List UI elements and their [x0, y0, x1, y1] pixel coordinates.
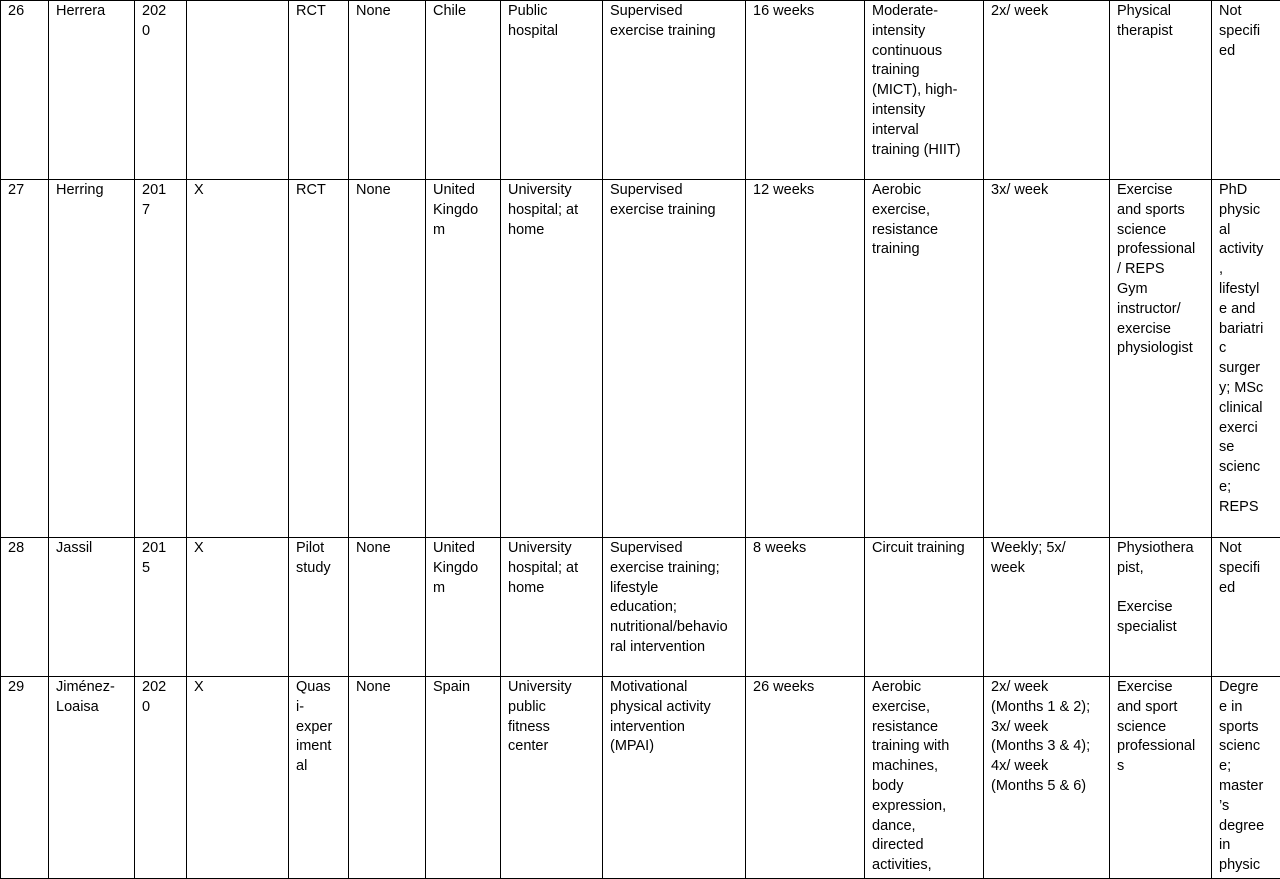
qualification-cell [1212, 1, 1280, 180]
cell-text-line: Jassil [56, 539, 127, 559]
cell-text-line: and sport [1117, 698, 1204, 718]
cell-text-line: X [194, 539, 281, 559]
cell-text-line: 12 weeks [753, 181, 857, 201]
cell-text-line: i- [296, 698, 341, 718]
cell-text-line: United [433, 539, 493, 559]
frequency-cell [984, 1, 1110, 180]
cell-text-line: c [1219, 339, 1273, 359]
cell-text-line: sports [1219, 718, 1273, 738]
table-row [1, 677, 1280, 879]
frequency-cell [984, 180, 1110, 538]
cell-text-line: Degre [1219, 678, 1273, 698]
author-cell [49, 180, 135, 538]
cell-text-line: continuous [872, 42, 976, 62]
cell-text-line: Not [1219, 539, 1273, 559]
cell-text-line: m [433, 579, 493, 599]
cell-text-line: education; [610, 598, 738, 618]
cell-text-line: body [872, 777, 976, 797]
cell-text-line: e; [1219, 757, 1273, 777]
cell-text-line: 202 [142, 2, 179, 22]
cell-text-line: Physiothera [1117, 539, 1204, 559]
cell-text-line: , [1219, 260, 1273, 280]
cell-text-line: exercise [1117, 320, 1204, 340]
cell-text-line: center [508, 737, 595, 757]
cell-text-line: iment [296, 737, 341, 757]
marker-cell [187, 538, 289, 677]
cell-text-line: master [1219, 777, 1273, 797]
cell-text-line: s [1117, 757, 1204, 777]
cell-text-line: Supervised [610, 539, 738, 559]
cell-text-line: 2x/ week [991, 678, 1102, 698]
cell-text-line: Circuit training [872, 539, 976, 559]
exercise-type-cell [865, 180, 984, 538]
cell-text-line: Spain [433, 678, 493, 698]
cell-text-line: nutritional/behavio [610, 618, 738, 638]
cell-text-line: hospital; at [508, 201, 595, 221]
cell-text-line: exercise training [610, 22, 738, 42]
cell-text-line: home [508, 579, 595, 599]
intervention-cell [603, 180, 746, 538]
cell-text-line: specialist [1117, 618, 1204, 638]
cell-text-line: exerci [1219, 419, 1273, 439]
cell-text-line: Quas [296, 678, 341, 698]
cell-text-line: / REPS [1117, 260, 1204, 280]
study-number-cell [1, 180, 49, 538]
cell-text-line: physic [1219, 856, 1273, 876]
provider-cell [1110, 677, 1212, 879]
exercise-type-cell [865, 1, 984, 180]
cell-text-line: Supervised [610, 2, 738, 22]
cell-text-line: Moderate- [872, 2, 976, 22]
provider-cell [1110, 1, 1212, 180]
cell-text-line: in [1219, 836, 1273, 856]
provider-cell [1110, 180, 1212, 538]
cell-text-line: 16 weeks [753, 2, 857, 22]
cell-text-line: University [508, 678, 595, 698]
frequency-cell [984, 677, 1110, 879]
cell-text-line: resistance [872, 221, 976, 241]
cell-text-line: hospital [508, 22, 595, 42]
cell-text-line: None [356, 2, 418, 22]
intervention-cell [603, 538, 746, 677]
year-cell [135, 677, 187, 879]
cell-text-line: 28 [8, 539, 41, 559]
cell-text-line: and sports [1117, 201, 1204, 221]
cell-text-line: United [433, 181, 493, 201]
duration-cell [746, 1, 865, 180]
cell-text-line: (Months 1 & 2); [991, 698, 1102, 718]
cell-text-line: 26 [8, 2, 41, 22]
cell-text-line: exercise, [872, 201, 976, 221]
marker-cell [187, 1, 289, 180]
cell-text-line: training [872, 240, 976, 260]
cell-text-line: (Months 5 & 6) [991, 777, 1102, 797]
table-row [1, 180, 1280, 538]
cell-text-line: training with [872, 737, 976, 757]
cell-text-line: activity [1219, 240, 1273, 260]
cell-text-line: lifestyl [1219, 280, 1273, 300]
cell-text-line: exercise, [872, 698, 976, 718]
cell-text-line: y; MSc [1219, 379, 1273, 399]
qualification-cell [1212, 677, 1280, 879]
cell-text-line: 8 weeks [753, 539, 857, 559]
cell-text-line: 7 [142, 201, 179, 221]
cell-text-line: e and [1219, 300, 1273, 320]
duration-cell [746, 180, 865, 538]
cell-text-line: Public [508, 2, 595, 22]
marker-cell [187, 677, 289, 879]
exercise-type-cell [865, 538, 984, 677]
cell-text-line: 0 [142, 22, 179, 42]
year-cell [135, 1, 187, 180]
qualification-cell [1212, 180, 1280, 538]
cell-text-line: intervention [610, 718, 738, 738]
cell-text-line: None [356, 678, 418, 698]
cell-text-line: 29 [8, 678, 41, 698]
cell-text-line: REPS [1219, 498, 1273, 518]
cell-text-line: 201 [142, 539, 179, 559]
cell-text-line: Aerobic [872, 678, 976, 698]
cell-text-line: Gym [1117, 280, 1204, 300]
setting-cell [501, 180, 603, 538]
cell-text-line: 26 weeks [753, 678, 857, 698]
cell-text-line: Pilot [296, 539, 341, 559]
year-cell [135, 538, 187, 677]
cell-text-line: instructor/ [1117, 300, 1204, 320]
cell-text-line: Weekly; 5x/ [991, 539, 1102, 559]
table-row [1, 538, 1280, 677]
cell-text-line: professional [1117, 737, 1204, 757]
cell-text-line: 201 [142, 181, 179, 201]
cell-text-line: 3x/ week [991, 718, 1102, 738]
cell-spacer [1117, 579, 1204, 599]
cell-text-line: training [872, 61, 976, 81]
intervention-cell [603, 1, 746, 180]
cell-text-line: intensity [872, 22, 976, 42]
marker-cell [187, 180, 289, 538]
frequency-cell [984, 538, 1110, 677]
cell-text-line: scienc [1219, 737, 1273, 757]
table-body [1, 1, 1280, 879]
cell-text-line: Kingdo [433, 559, 493, 579]
cell-text-line: pist, [1117, 559, 1204, 579]
cell-text-line: ed [1219, 579, 1273, 599]
cell-text-line: al [1219, 221, 1273, 241]
cell-text-line: (MICT), high- [872, 81, 976, 101]
design-cell [289, 538, 349, 677]
study-number-cell [1, 677, 49, 879]
cell-text-line: dance, [872, 817, 976, 837]
comparison-cell [349, 677, 426, 879]
cell-text-line: physic [1219, 201, 1273, 221]
table-row [1, 1, 1280, 180]
cell-text-line: 3x/ week [991, 181, 1102, 201]
setting-cell [501, 538, 603, 677]
cell-text-line: PhD [1219, 181, 1273, 201]
cell-text-line: University [508, 181, 595, 201]
cell-text-line: ral intervention [610, 638, 738, 658]
cell-text-line: therapist [1117, 22, 1204, 42]
cell-text-line: intensity [872, 101, 976, 121]
duration-cell [746, 677, 865, 879]
cell-text-line: bariatri [1219, 320, 1273, 340]
cell-text-line: Exercise [1117, 678, 1204, 698]
provider-cell [1110, 538, 1212, 677]
year-cell [135, 180, 187, 538]
cell-text-line: Kingdo [433, 201, 493, 221]
cell-text-line: 27 [8, 181, 41, 201]
cell-text-line: se [1219, 438, 1273, 458]
cell-text-line: lifestyle [610, 579, 738, 599]
cell-text-line: None [356, 539, 418, 559]
setting-cell [501, 1, 603, 180]
cell-text-line: Herring [56, 181, 127, 201]
author-cell [49, 538, 135, 677]
cell-text-line: Loaisa [56, 698, 127, 718]
country-cell [426, 1, 501, 180]
cell-text-line: Chile [433, 2, 493, 22]
cell-text-line: science [1117, 221, 1204, 241]
author-cell [49, 1, 135, 180]
cell-text-line: physiologist [1117, 339, 1204, 359]
cell-text-line: scienc [1219, 458, 1273, 478]
cell-text-line: m [433, 221, 493, 241]
cell-text-line: expression, [872, 797, 976, 817]
cell-text-line: public [508, 698, 595, 718]
exercise-type-cell [865, 677, 984, 879]
study-number-cell [1, 538, 49, 677]
cell-text-line: X [194, 678, 281, 698]
cell-text-line: Herrera [56, 2, 127, 22]
cell-text-line: ’s [1219, 797, 1273, 817]
cell-text-line: Motivational [610, 678, 738, 698]
cell-text-line: 5 [142, 559, 179, 579]
cell-text-line: home [508, 221, 595, 241]
comparison-cell [349, 538, 426, 677]
cell-text-line: (Months 3 & 4); [991, 737, 1102, 757]
cell-text-line: machines, [872, 757, 976, 777]
cell-text-line: University [508, 539, 595, 559]
cell-text-line: Supervised [610, 181, 738, 201]
cell-text-line: interval [872, 121, 976, 141]
intervention-cell [603, 677, 746, 879]
cell-text-line: 0 [142, 698, 179, 718]
cell-text-line: training (HIIT) [872, 141, 976, 161]
setting-cell [501, 677, 603, 879]
cell-text-line: 4x/ week [991, 757, 1102, 777]
cell-text-line: Physical [1117, 2, 1204, 22]
cell-text-line: exper [296, 718, 341, 738]
cell-text-line: directed [872, 836, 976, 856]
country-cell [426, 677, 501, 879]
design-cell [289, 1, 349, 180]
country-cell [426, 538, 501, 677]
cell-text-line: Not [1219, 2, 1273, 22]
cell-text-line: exercise training [610, 201, 738, 221]
cell-text-line: specifi [1219, 22, 1273, 42]
comparison-cell [349, 1, 426, 180]
country-cell [426, 180, 501, 538]
cell-text-line: resistance [872, 718, 976, 738]
cell-text-line: 2x/ week [991, 2, 1102, 22]
cell-text-line: X [194, 181, 281, 201]
cell-text-line: specifi [1219, 559, 1273, 579]
duration-cell [746, 538, 865, 677]
cell-text-line: degree [1219, 817, 1273, 837]
cell-text-line: Exercise [1117, 598, 1204, 618]
cell-text-line: science [1117, 718, 1204, 738]
cell-text-line: clinical [1219, 399, 1273, 419]
cell-text-line: week [991, 559, 1102, 579]
study-number-cell [1, 1, 49, 180]
author-cell [49, 677, 135, 879]
cell-text-line: Exercise [1117, 181, 1204, 201]
cell-text-line: activities, [872, 856, 976, 876]
cell-text-line: fitness [508, 718, 595, 738]
cell-text-line: physical activity [610, 698, 738, 718]
cell-text-line: e; [1219, 478, 1273, 498]
cell-text-line: hospital; at [508, 559, 595, 579]
comparison-cell [349, 180, 426, 538]
cell-text-line: RCT [296, 181, 341, 201]
cell-text-line: e in [1219, 698, 1273, 718]
cell-text-line: RCT [296, 2, 341, 22]
cell-text-line: al [296, 757, 341, 777]
cell-text-line: professional [1117, 240, 1204, 260]
design-cell [289, 677, 349, 879]
cell-text-line: surger [1219, 359, 1273, 379]
cell-text-line: study [296, 559, 341, 579]
cell-text-line: 202 [142, 678, 179, 698]
cell-text-line: ed [1219, 42, 1273, 62]
cell-text-line: None [356, 181, 418, 201]
design-cell [289, 180, 349, 538]
cell-text-line: exercise training; [610, 559, 738, 579]
cell-text-line: Jiménez- [56, 678, 127, 698]
qualification-cell [1212, 538, 1280, 677]
cell-text-line: (MPAI) [610, 737, 738, 757]
cell-text-line: Aerobic [872, 181, 976, 201]
